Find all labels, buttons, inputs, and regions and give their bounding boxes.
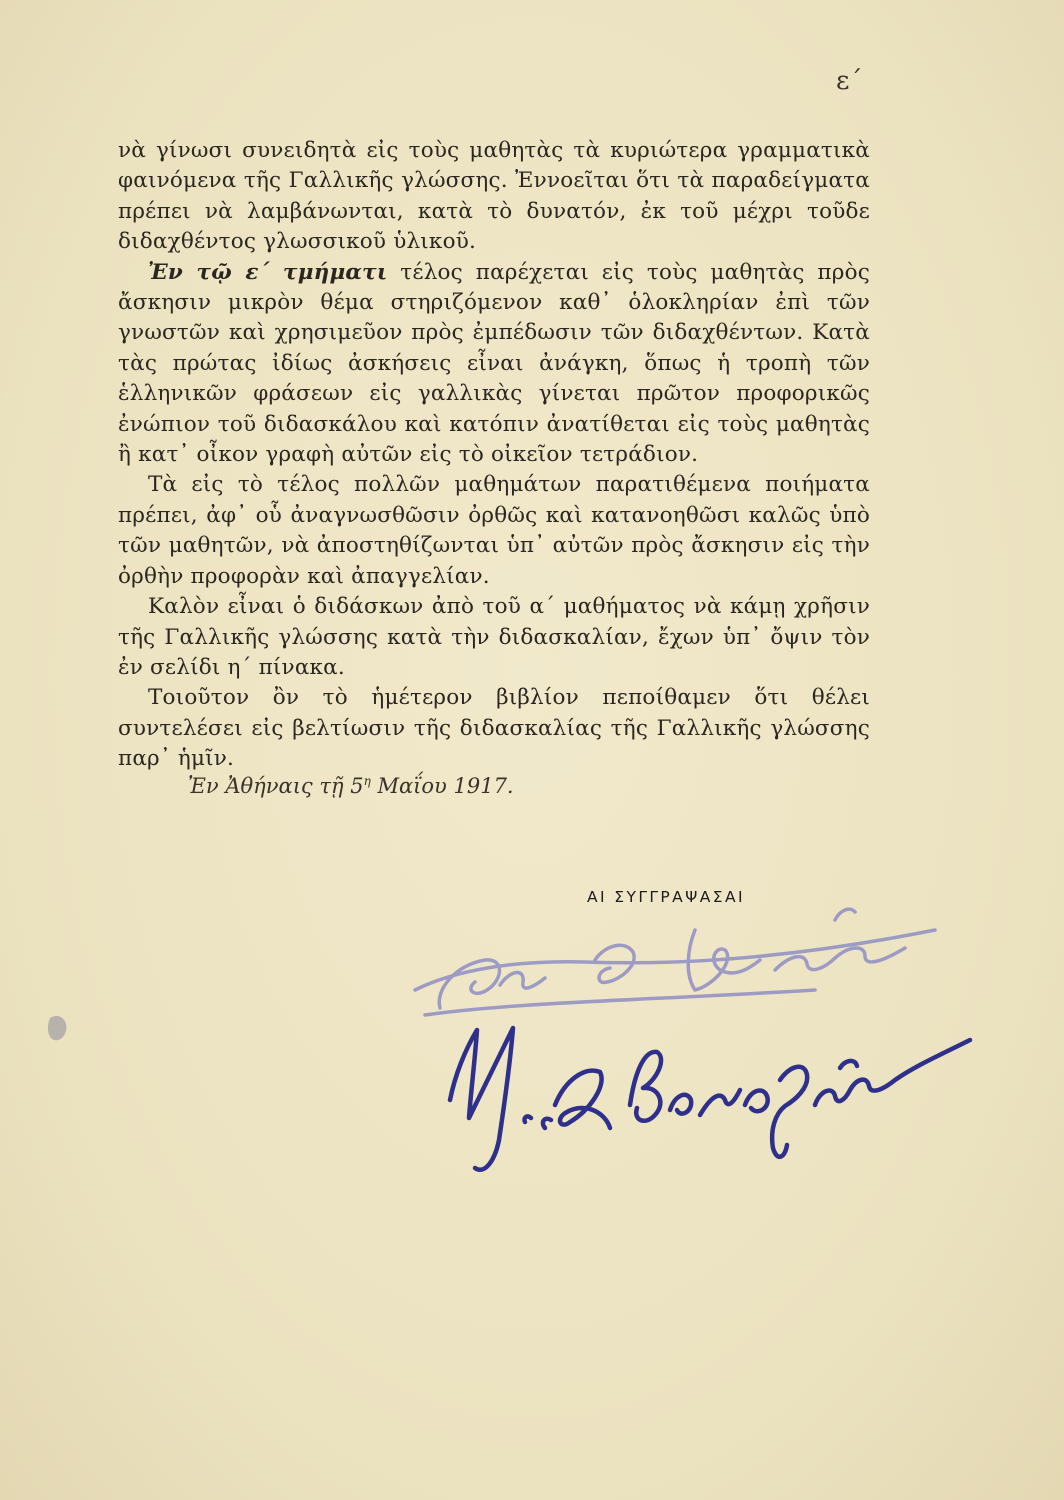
paragraph-text: Τοιοῦτον ὂν τὸ ἡμέτερον βιβλίον πεποίθαμεν ὅτι θέλει συντελέσει εἰς βελτίωσιν τῆς διδασκαλίας τῆς Γαλλικῆς γλώσσης παρ᾽ ἡμῖν. xyxy=(118,685,870,772)
body-text xyxy=(118,136,870,775)
dateline-place: Ἐν Ἀθήναις τῇ 5 xyxy=(188,774,364,798)
paragraph-5 xyxy=(118,683,870,774)
paragraph-text: Καλὸν εἶναι ὁ διδάσκων ἀπὸ τοῦ α΄ μαθήματος νὰ κάμῃ χρῆσιν τῆς Γαλλικῆς γλώσσης κατὰ τὴν διδασκαλίαν, ἔχων ὑπ᾽ ὄψιν τὸν ἐν σελίδι η΄ πίνακα. xyxy=(118,594,870,680)
dateline-date: Μαΐου 1917. xyxy=(370,774,514,798)
paragraph-text: τέλος παρέχεται εἰς τοὺς μαθητὰς πρὸς ἄσκησιν μικρὸν θέμα στηριζόμενον καθ᾽ ὁλοκληρίαν ἐπὶ τῶν γνωστῶν καὶ χρησιμεῦον πρὸς ἐμπέδωσιν τῶν διδαχθέντων. Κατὰ τὰς πρώτας ἰδίως ἀσκήσεις εἶναι ἀνάγκη, ὅπως ἡ τροπὴ τῶν ἑλληνικῶν φράσεων εἰς γαλλικὰς γίνεται πρῶτον προφορικῶς ἐνώπιον τοῦ διδασκάλου καὶ κατόπιν ἀνατίθεται εἰς τοὺς μαθητὰς ἢ κατ᾽ οἶκον γραφὴ αὐτῶν εἰς τὸ οἰκεῖον τετράδιον. xyxy=(118,259,870,468)
authors-label: ΑΙ ΣΥΓΓΡΑΨΑΣΑΙ xyxy=(587,888,745,906)
faded-signature xyxy=(415,909,935,1015)
paragraph-1 xyxy=(118,136,870,258)
dateline xyxy=(188,774,514,798)
main-signature xyxy=(450,1028,970,1170)
paragraph-2 xyxy=(118,258,870,471)
paragraph-3 xyxy=(118,470,870,592)
dateline-ordinal: η xyxy=(363,774,371,788)
paragraph-text: Τὰ εἰς τὸ τέλος πολλῶν μαθημάτων παρατιθέμενα ποιήματα πρέπει, ἀφ᾽ οὗ ἀναγνωσθῶσιν ὀρθῶς καὶ κατανοηθῶσι καλῶς ὑπὸ τῶν μαθητῶν, νὰ ἀποστηθίζωνται ὑπ᾽ αὐτῶν πρὸς ἄσκησιν εἰς τὴν ὀρθὴν προφορὰν καὶ ἀπαγγελίαν. xyxy=(118,472,870,589)
paragraph-text: νὰ γίνωσι συνειδητὰ εἰς τοὺς μαθητὰς τὰ κυριώτερα γραμματικὰ φαινόμενα τῆς Γαλλικῆς γλώσσης. Ἐννοεῖται ὅτι τὰ παραδείγματα πρέπει νὰ λαμβάνωνται, κατὰ τὸ δυνατόν, ἐκ τοῦ μέχρι τοῦδε διδαχθέντος γλωσσικοῦ ὑλικοῦ. xyxy=(118,138,870,255)
section-reference: Ἐν τῷ ε΄ τμήματι xyxy=(148,259,388,285)
ink-smudge xyxy=(44,1012,72,1046)
signatures xyxy=(395,890,975,1210)
page-number: ε΄ xyxy=(836,66,863,96)
paragraph-4 xyxy=(118,592,870,683)
